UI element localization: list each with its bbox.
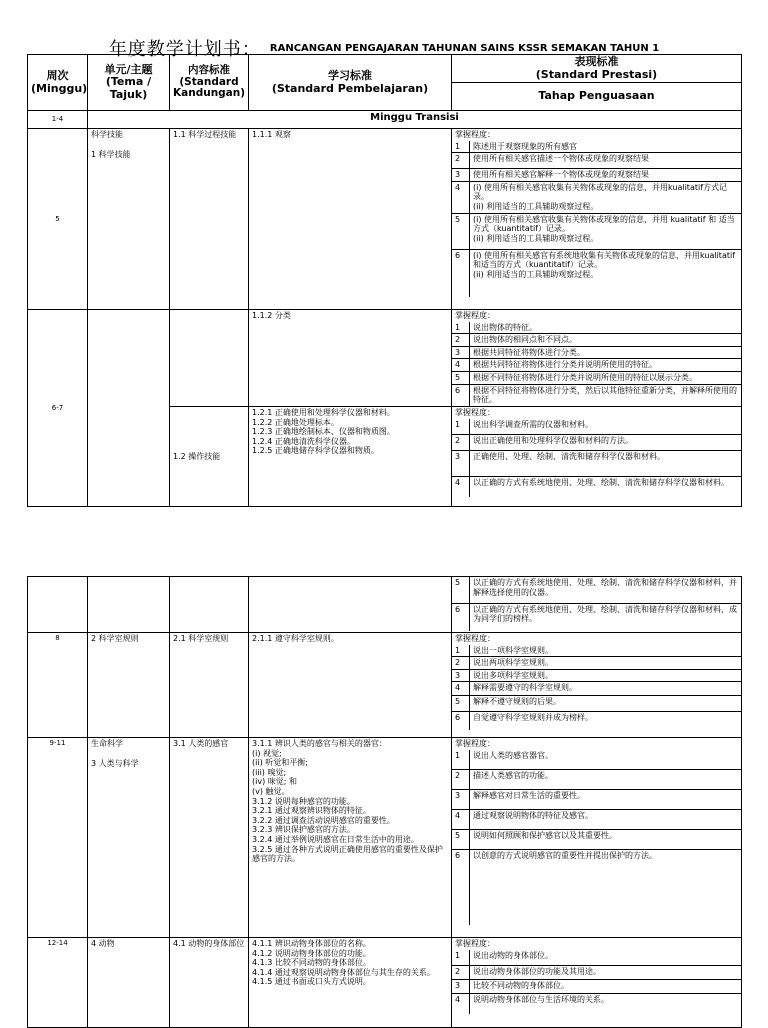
level-list [452, 322, 741, 406]
level-list [452, 577, 741, 631]
standard-pembelajaran-cell [249, 129, 452, 310]
level-number: 6 [452, 712, 470, 730]
level-text: 说出物体的特征。 [473, 322, 537, 332]
tema-text: 3 人类与科学 [91, 758, 139, 768]
level-row [452, 669, 741, 682]
standard-kandungan-cell [170, 310, 249, 407]
learning-standard: 3.2.1 通过观察辨识物体的特征。 [252, 806, 371, 816]
header-standard-pembelajaran: 学习标准 (Standard Pembelajaran) [249, 55, 452, 111]
level-row [452, 790, 741, 810]
level-number: 6 [452, 603, 470, 631]
level-row [452, 169, 741, 182]
level-number: 3 [452, 980, 470, 994]
learning-standard: 4.1.5 通过书面或口头方式说明。 [252, 977, 371, 987]
level-text: 根据共同特征将物体进行分类。 [470, 346, 742, 359]
standard-pembelajaran-cell [249, 633, 452, 738]
standard-kandungan-cell: 1.1 科学过程技能 [170, 129, 249, 310]
level-number: 4 [452, 477, 470, 497]
level-number: 3 [452, 790, 470, 810]
level-row [452, 696, 741, 712]
level-number: 6 [452, 850, 470, 925]
tema-text: 生命科学 [91, 739, 123, 748]
level-row [452, 712, 741, 730]
learning-standard: 2.1.1 遵守科学室规则。 [252, 634, 339, 643]
tema-text: 科学技能 [91, 130, 123, 139]
level-list [452, 950, 741, 1014]
week-cell [28, 577, 88, 633]
learning-standard: 3.2.2 通过调查活动说明感官的重要性。 [252, 815, 395, 825]
level-number: 1 [452, 322, 470, 334]
level-row [452, 994, 741, 1014]
level-number: 1 [452, 645, 470, 657]
level-row [452, 810, 741, 830]
level-number: 4 [452, 359, 470, 372]
level-text: 解释感官对日常生活的重要性。 [470, 790, 742, 810]
learning-standard: (ii) 听觉和平衡; [252, 758, 308, 768]
level-text: 根据共同特征将物体进行分类并说明所使用的特征。 [470, 359, 742, 372]
level-row [452, 980, 741, 994]
level-text: 说出多项科学室规则。 [470, 669, 742, 682]
tema-text: 2 科学室规则 [91, 634, 139, 643]
standard-prestasi-cell [452, 407, 742, 507]
level-row [452, 682, 741, 696]
learning-standard: 1.2.5 正确地储存科学仪器和物质。 [252, 446, 379, 456]
level-number: 2 [452, 334, 470, 347]
learning-standard: (v) 触觉。 [252, 786, 290, 796]
plan-row [28, 738, 742, 938]
header-standard-kandungan: 内容标准 (Standard Kandungan) [170, 55, 249, 111]
level-text: 说出动物的身体部位。 [473, 950, 553, 960]
level-text: 以正确的方式有系统地使用、处理、绘制、清洗和储存科学仪器和材料，并解释选择使用的仪器。 [473, 578, 737, 597]
standard-kandungan-cell: 4.1 动物的身体部位 [170, 938, 249, 1028]
standard-pembelajaran-cell [249, 738, 452, 938]
page-title-chinese: 年度教学计划书： [108, 39, 261, 60]
level-text: 自觉遵守科学室规则并成为榜样。 [470, 712, 742, 730]
standard-pembelajaran-cell [249, 407, 452, 507]
level-text: 以正确的方式有系统地使用、处理、绘制、清洗和储存科学仪器和材料，成为同学们的榜样。 [470, 603, 742, 631]
level-number: 6 [452, 249, 470, 297]
level-text: 说出物体的相同点和不同点。 [470, 334, 742, 347]
standard-pembelajaran-cell [249, 310, 452, 407]
level-row [452, 371, 741, 384]
level-text: 使用所有相关感官描述一个物体或现象的观察结果 [470, 153, 742, 169]
header-minggu: 周次 (Minggu) [28, 55, 88, 111]
level-number: 3 [452, 451, 470, 477]
learning-standard: (iv) 味觉; 和 [252, 777, 297, 787]
level-number: 3 [452, 169, 470, 182]
level-text: (i) 使用所有相关感官收集有关物体或现象的信息，并用 kualitatif 和 适当方式（kuantitatif）记录。 (ii) 利用适当的工具辅助观察过程。 [470, 213, 742, 249]
level-row [452, 153, 741, 169]
tema-text: 1 科学技能 [91, 149, 131, 159]
level-number: 2 [452, 435, 470, 451]
standard-kandungan-cell: 1.2 操作技能 [170, 407, 249, 507]
standard-prestasi-cell [452, 633, 742, 738]
header-standard-prestasi: 表现标准 (Standard Prestasi) [452, 55, 742, 83]
level-text: 比较不同动物的身体部位。 [470, 980, 742, 994]
level-number: 5 [452, 213, 470, 249]
tema-cell [88, 738, 170, 938]
learning-standard: 4.1.3 比较不同动物的身体部位。 [252, 958, 371, 968]
level-row [452, 141, 741, 153]
level-text: 使用所有相关感官解释一个物体或现象的观察结果 [470, 169, 742, 182]
level-row [452, 645, 741, 657]
level-text: 根据不同特征将物体进行分类并说明所使用的特征以展示分类。 [470, 371, 742, 384]
tahap-title: 掌握程度： [455, 408, 495, 418]
level-row [452, 750, 741, 770]
learning-standard: 1.2.1 正确使用和处理科学仪器和材料。 [252, 408, 395, 418]
standard-prestasi-cell [452, 938, 742, 1028]
level-row [452, 770, 741, 790]
tema-cell [88, 938, 170, 1028]
level-row [452, 181, 741, 213]
level-text: 解释不遵守规则的后果。 [470, 696, 742, 712]
standard-kandungan-cell: 2.1 科学室规则 [170, 633, 249, 738]
level-text: 说出科学调查所需的仪器和材料。 [473, 419, 593, 429]
level-row [452, 477, 741, 497]
learning-standard: 1.1.1 观察 [252, 130, 291, 139]
level-number: 4 [452, 181, 470, 213]
week-cell: 5 [28, 129, 88, 310]
level-text: 以正确的方式有系统地使用、处理、绘制、清洗和储存科学仪器和材料。 [470, 477, 742, 497]
tema-text: 4 动物 [91, 939, 115, 948]
level-number: 1 [452, 419, 470, 435]
plan-row [28, 310, 742, 407]
week-cell: 12-14 [28, 938, 88, 1028]
learning-standard: 3.2.4 通过举例说明感官在日常生活中的用途。 [252, 834, 419, 844]
level-text: (i) 使用所有相关感官收集有关物体或现象的信息，并用kualitatif方式记录。 (ii) 利用适当的工具辅助观察过程。 [470, 181, 742, 213]
level-text: 通过观察说明物体的特征及感官。 [470, 810, 742, 830]
level-row [452, 603, 741, 631]
level-text: 说明如何照顾和保护感官以及其重要性。 [470, 830, 742, 850]
level-number: 5 [452, 830, 470, 850]
transition-row [28, 111, 742, 129]
level-text: 说出正确使用和处理科学仪器和材料的方法。 [470, 435, 742, 451]
tahap-title: 掌握程度： [455, 130, 495, 139]
level-number: 2 [452, 966, 470, 980]
level-row [452, 451, 741, 477]
transition-label: Minggu Transisi [88, 111, 742, 129]
tahap-title: 掌握程度： [455, 634, 495, 643]
learning-standard: 3.2.3 辨识保护感官的方法。 [252, 825, 355, 835]
standard-prestasi-cell [452, 310, 742, 407]
level-row [452, 346, 741, 359]
tema-cell [88, 577, 170, 633]
level-row [452, 419, 741, 435]
level-list [452, 141, 741, 297]
learning-standard: 1.2.4 正确地清洗科学仪器。 [252, 436, 355, 446]
level-text: 陈述用于观察现象的所有感官 [473, 141, 577, 151]
learning-standard: (iii) 嗅觉; [252, 767, 287, 777]
level-number: 4 [452, 810, 470, 830]
level-text: (i) 使用所有相关感官有系统地收集有关物体或现象的信息，并用kualitatif和适当的方式（kuantitatif）记录。 (ii) 利用适当的工具辅助观察过程。 [470, 249, 742, 297]
week-cell: 8 [28, 633, 88, 738]
level-row [452, 950, 741, 966]
learning-standard: 4.1.1 辨识动物身体部位的名称。 [252, 939, 371, 948]
level-row [452, 359, 741, 372]
level-text: 说出两项科学室规则。 [470, 657, 742, 670]
level-list [452, 750, 741, 925]
level-row [452, 850, 741, 925]
learning-standard: 1.2.2 正确地处理标本。 [252, 417, 339, 427]
level-number: 5 [452, 577, 470, 603]
level-number: 1 [452, 950, 470, 966]
level-number: 3 [452, 346, 470, 359]
tema-cell [88, 633, 170, 738]
learning-standard: 3.1.1 辨识人类的感官与相关的器官： [252, 739, 387, 748]
level-text: 根据不同特征将物体进行分类，然后以其他特征重新分类，并解释所使用的特征。 [470, 384, 742, 406]
level-number: 1 [452, 750, 470, 770]
level-text: 解释需要遵守的科学室规则。 [470, 682, 742, 696]
page-title-english: RANCANGAN PENGAJARAN TAHUNAN SAINS KSSR SEMAKAN TAHUN 1 [269, 42, 660, 54]
plan-row [28, 633, 742, 738]
level-row [452, 249, 741, 297]
level-text: 描述人类感官的功能。 [470, 770, 742, 790]
level-number: 4 [452, 994, 470, 1014]
standard-kandungan-cell: 3.1 人类的感官 [170, 738, 249, 938]
level-row [452, 213, 741, 249]
level-number: 5 [452, 371, 470, 384]
week-cell: 9-11 [28, 738, 88, 938]
level-number: 6 [452, 384, 470, 406]
plan-row [28, 577, 742, 633]
learning-standard: 3.1.2 说明每种感官的功能。 [252, 796, 355, 806]
level-text: 说出动物身体部位的功能及其用途。 [470, 966, 742, 980]
level-list [452, 419, 741, 497]
learning-standard: 4.1.4 通过观察说明动物身体部位与其生存的关系。 [252, 967, 435, 977]
level-number: 3 [452, 669, 470, 682]
level-number: 2 [452, 657, 470, 670]
tema-cell [88, 310, 170, 507]
tahap-title: 掌握程度： [455, 739, 495, 748]
level-text: 说明动物身体部位与生活环境的关系。 [470, 994, 742, 1014]
level-row [452, 657, 741, 670]
tahap-title: 掌握程度： [455, 311, 495, 320]
level-list [452, 645, 741, 730]
standard-prestasi-cell [452, 129, 742, 310]
plan-row [28, 938, 742, 1028]
week-cell: 1-4 [28, 111, 88, 129]
level-number: 1 [452, 141, 470, 153]
level-text: 以创意的方式说明感官的重要性并提出保护的方法。 [470, 850, 742, 925]
header-tema: 单元/主题 (Tema / Tajuk) [88, 55, 170, 111]
level-text: 说出人类的感官器官。 [473, 750, 553, 760]
plan-row [28, 129, 742, 310]
week-cell: 6-7 [28, 310, 88, 507]
level-number: 5 [452, 696, 470, 712]
learning-standard: 1.1.2 分类 [252, 311, 291, 320]
plan-table-page-1 [27, 54, 742, 507]
level-row [452, 966, 741, 980]
standard-pembelajaran-cell [249, 577, 452, 633]
level-row [452, 435, 741, 451]
header-tahap-penguasaan: Tahap Penguasaan [452, 83, 742, 111]
level-row [452, 830, 741, 850]
level-number: 2 [452, 153, 470, 169]
standard-prestasi-cell [452, 738, 742, 938]
level-text: 说出一项科学室规则。 [473, 645, 553, 655]
learning-standard: 3.2.5 通过各种方式说明正确使用感官的重要性及保护感官的方法。 [252, 844, 443, 864]
learning-standard: (i) 视觉; [252, 748, 282, 758]
level-row [452, 334, 741, 347]
tahap-title: 掌握程度： [455, 939, 495, 948]
plan-table-page-2 [27, 576, 742, 1028]
learning-standard: 4.1.2 说明动物身体部位的功能。 [252, 948, 371, 958]
level-number: 4 [452, 682, 470, 696]
standard-kandungan-cell [170, 577, 249, 633]
tema-cell [88, 129, 170, 310]
standard-pembelajaran-cell [249, 938, 452, 1028]
learning-standard: 1.2.3 正确地绘制标本、仪器和物质图。 [252, 427, 395, 437]
level-text: 正确使用、处理、绘制、清洗和储存科学仪器和材料。 [470, 451, 742, 477]
level-number: 2 [452, 770, 470, 790]
standard-prestasi-cell [452, 577, 742, 633]
level-row [452, 577, 741, 603]
level-row [452, 384, 741, 406]
level-row [452, 322, 741, 334]
